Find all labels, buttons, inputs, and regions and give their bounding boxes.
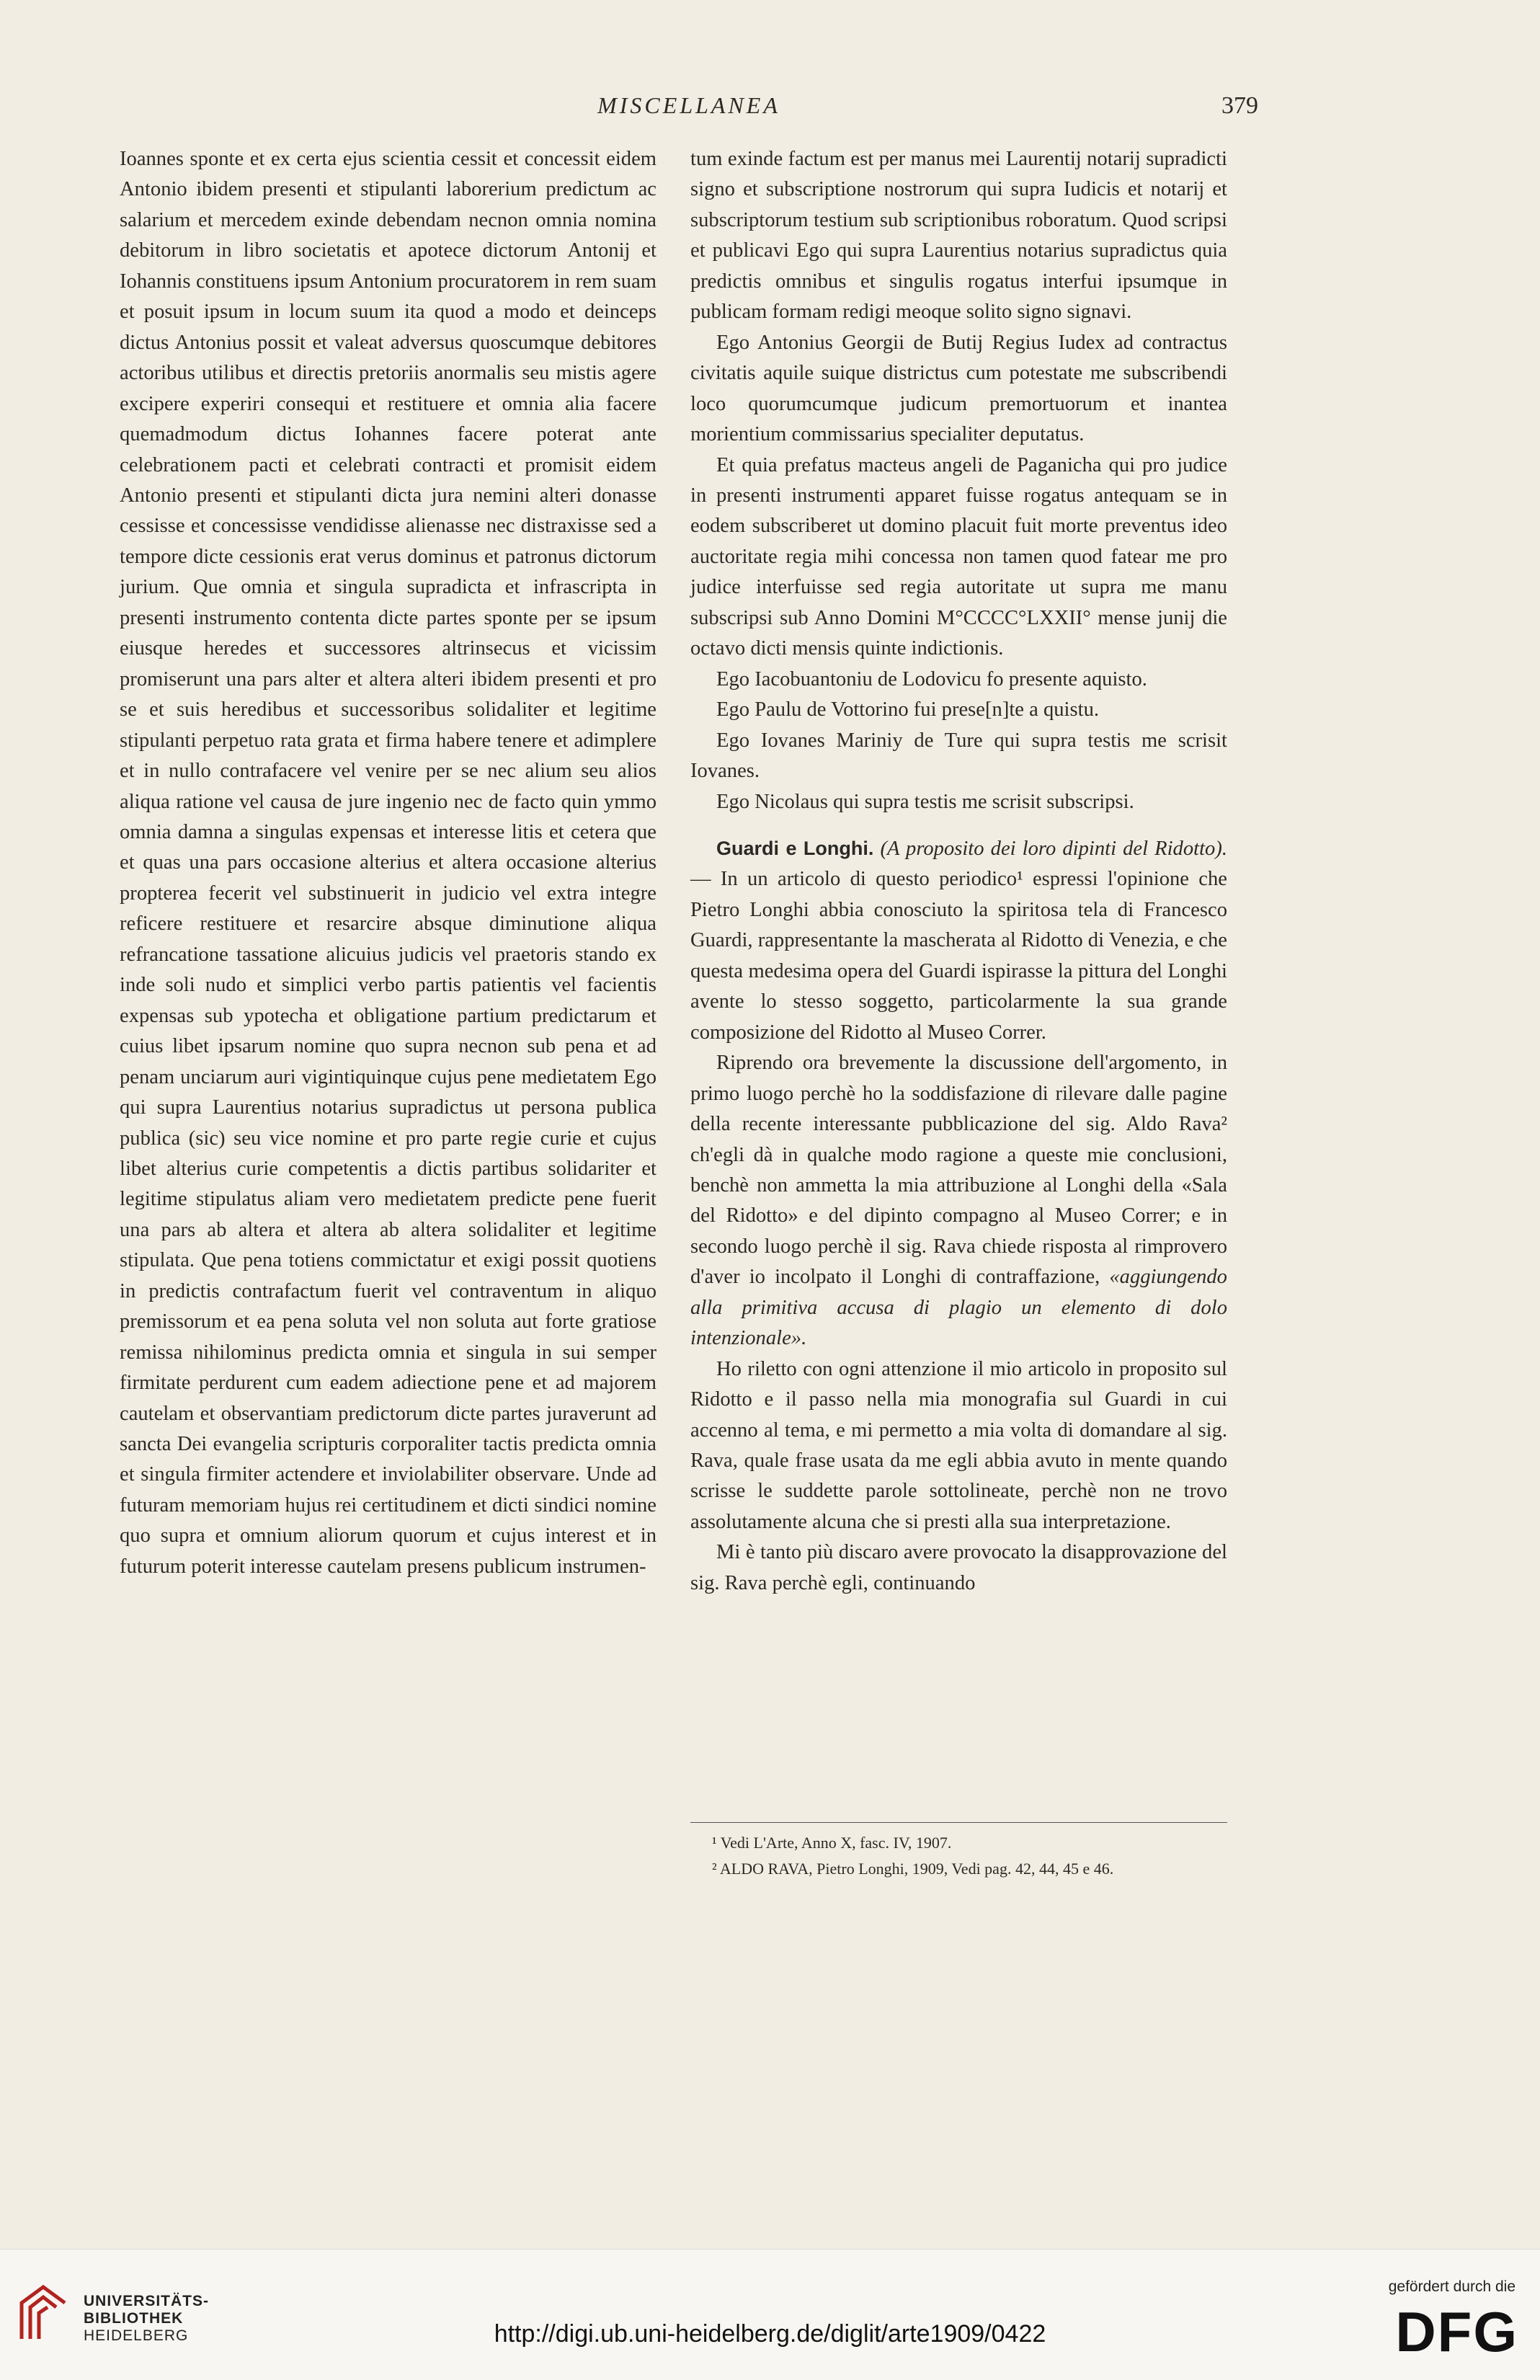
library-name-line: HEIDELBERG <box>84 2327 189 2344</box>
left-column-text: Ioannes sponte et ex certa ejus scientia cessit et concessit eidem Antonio ibidem presenti et stipulanti laborerium predictum ac salarium et mercedem exinde debendam necnon omnia nomina debitorum in libro societatis et apotece dictorum Antonij et Iohannis constituens ipsum Antonium procuratorem in rem suam et posuit ipsum in locum suum ita quod a modo et deinceps dictus Antonius possit et valeat adversus quoscumque debitores actoribus utilibus et directis pretoriis anormalis seu mistis agere excipere experiri consequi et restituere et omnia alia facere quemadmodum dictus Iohannes facere poterat ante celebrationem pacti et celebrati contracti et promisit eidem Antonio presenti et stipulanti dicta jura nemini alteri donasse cessisse et concessisse vendidisse alienasse nec distraxisse sed a tempore dicte cessionis erat verus dominus et patronus dictorum jurium. Que omnia et singula supradicta et infrascripta in presenti instrumento contenta dicte partes sponte per se ipsum eiusque heredes et successores altrinsecus et vicissim promiserunt una pars alter et altera alteri ibidem presenti et pro se et suis heredibus et successoribus solidaliter et legitime stipulanti perpetuo rata grata et firma habere tenere et adimplere et in nullo contrafacere vel venire per se nec alium seu alios aliqua ratione vel causa de jure ingenio nec de facto quin ymmo omnia damna a singulas expensas et interesse litis et cetera que et quas una pars occasione alterius et altera occasione alterius propterea fecerit vel substinuerit in judicio vel extra integre reficere restituere et resarcire absque diminutione aliqua refrancatione tassatione alicuius judicis vel praetoris stando ex inde soli nudo et simplici verbo partis patientis vel facientis expensas sub ypotecha et obligatione partium predictarum et cuius libet ipsarum nomine quo supra necnon sub pena et ad penam unciarum auri vigintiquinque cujus pene medietatem Ego qui supra Laurentius notarius supradictus ut persona publica publica (sic) seu vice nomine et pro parte regie curie et cujus libet alterius curie competentis a dictis partibus solidariter et legitime stipulatus aliam vero medietatem predicte pene fuerit una pars ab altera et altera ab altera solidaliter et legitime stipulata. Que pena totiens commictatur et exigi possit quotiens in predictis contrafactum fuerit vel contraventum in aliquo premissorum et ea pena soluta vel non soluta aut forte gratiose remissa nihilominus predicta omnia et singula in sui semper firmitate perdurent cum eadem adiectione pene et ad majorem cautelam et observantiam predictorum dicte partes juraverunt ad sancta Dei evangelia scripturis corporaliter tactis predicta omnia et singula firmiter actendere et inviolabiliter observare. Unde ad futuram memoriam hujus rei certitudinem et dicti sindici nomine quo supra et omnium aliorum quorum et cujus interest et in futurum poterit interesse cautelam presens publicum instrumen- <box>120 148 656 1578</box>
viewer-footer <box>0 2249 1540 2380</box>
witness-line: Ego Paulu de Vottorino fui prese[n]te a quistu. <box>716 698 1100 721</box>
dfg-logo[interactable]: DFG <box>1395 2300 1518 2363</box>
running-head <box>120 92 1258 128</box>
article-quote: «aggiungendo alla primitiva accusa di plagio un elemento di dolo intenzionale». <box>690 1266 1227 1350</box>
permalink-url[interactable]: http://digi.ub.uni-heidelberg.de/diglit/arte1909/0422 <box>494 2320 1046 2348</box>
footnote: ¹ Vedi L'Arte, Anno X, fasc. IV, 1907. <box>712 1834 952 1852</box>
article-paragraph: Ho riletto con ogni attenzione il mio articolo in proposito sul Ridotto e il passo nella mia monografia sul Guardi in cui accenno al tema, e mi permetto a mia volta di domandare al sig. Rava, quale frase usata da me egli abbia avuto in mente quando scrisse le suddette parole sottolineate, perchè non ne trovo assolutamente alcuna che si presti alla sua interpretazione. <box>690 1357 1227 1533</box>
left-column <box>120 144 656 1582</box>
notary-paragraph: tum exinde factum est per manus mei Laurentij notarij supradicti signo et subscriptione nostrorum qui supra Iudicis et notarij et subscriptorum testium sub scriptionibus roboratum. Quod scripsi et publicavi Ego qui supra Laurentius notarius supradictus quia predictis omnibus et singulis rogatus interfui ipsumque in publicam formam redigi meoque solito signo signavi. <box>690 148 1227 324</box>
page-number: 379 <box>1221 92 1258 119</box>
funded-by-label: gefördert durch die <box>1388 2278 1515 2295</box>
witness-line: Ego Nicolaus qui supra testis me scrisit subscripsi. <box>716 790 1134 813</box>
footnote: ² ALDO RAVA, Pietro Longhi, 1909, Vedi pag. 42, 44, 45 e 46. <box>712 1860 1114 1878</box>
witness-line: Ego Iovanes Mariniy de Ture qui supra testis me scrisit Iovanes. <box>690 729 1227 783</box>
running-title: MISCELLANEA <box>597 92 780 118</box>
library-name-line: BIBLIOTHEK <box>84 2310 184 2327</box>
judge-paragraph: Ego Antonius Georgii de Butij Regius Iudex ad contractus civitatis aquile suique districtus cum potestate me subscribendi loco quorumcumque judicum premortuorum et inantea morientium commissarius specialiter deputatus. <box>690 331 1227 446</box>
article-paragraph: Mi è tanto più discaro avere provocato la disapprovazione del sig. Rava perchè egli, continuando <box>690 1541 1227 1594</box>
right-column <box>690 144 1227 1599</box>
article-text: — In un articolo di questo periodico¹ espressi l'opinione che Pietro Longhi abbia conosciuto la spiritosa tela di Francesco Guardi, rappresentante la mascherata al Ridotto di Venezia, e che questa medesima opera del Guardi ispirasse la pittura del Longhi avente lo stesso soggetto, particolarmente la sua grande composizione del Ridotto al Museo Correr. <box>690 868 1227 1044</box>
article-first-paragraph <box>690 833 1227 1048</box>
library-name-line: UNIVERSITÄTS- <box>84 2293 210 2309</box>
paganicha-paragraph: Et quia prefatus macteus angeli de Paganicha qui pro judice in presenti instrumenti apparet fuisse rogatus antequam se in eodem subscriberet ut domino placuit fuit morte preventus ideo auctoritate regia mihi concessa non tamen quod fatear me pro judice interfuisse sed regia autoritate ut supra me manu subscripsi sub Anno Domini M°CCCC°LXXII° mense junij die octavo dicti mensis quinte indictionis. <box>690 453 1227 660</box>
article-text: Riprendo ora brevemente la discussione dell'argomento, in primo luogo perchè ho la soddisfazione di rilevare dalle pagine della recente interessante pubblicazione del sig. Aldo Rava² ch'egli dà in qualche modo ragione a queste mie conclusioni, benchè non ammetta la mia attribuzione al Longhi della «Sala del Ridotto» e del dipinto compagno al Museo Correr; e in secondo luogo perchè il sig. Rava chiede risposta al rimprovero d'aver io incolpato il Longhi di contraffazione, <box>690 1052 1227 1289</box>
footnotes <box>690 1822 1227 1882</box>
article-subtitle: (A proposito dei loro dipinti del Ridotto). <box>880 837 1227 860</box>
article-heading: Guardi e Longhi. <box>716 837 874 859</box>
article-paragraph <box>690 1048 1227 1354</box>
witness-line: Ego Iacobuantoniu de Lodovicu fo presente aquisto. <box>716 667 1147 691</box>
